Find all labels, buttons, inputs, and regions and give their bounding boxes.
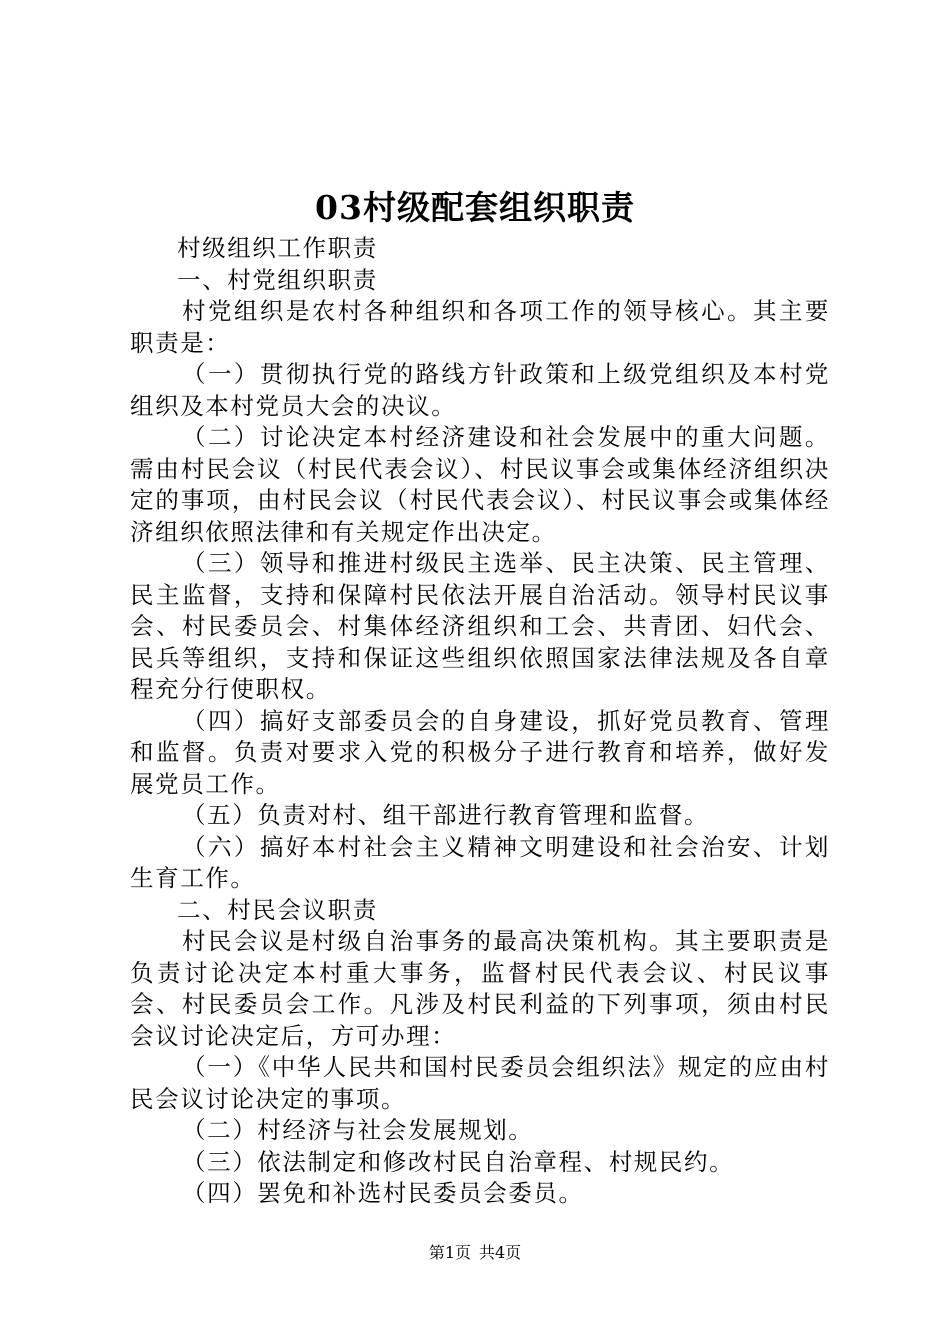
paragraph: （四）罢免和补选村民委员会委员。 bbox=[182, 1179, 584, 1207]
paragraph: （五）负责对村、组干部进行教育管理和监督。 bbox=[182, 801, 710, 829]
document-body bbox=[130, 233, 830, 1210]
paragraph: （一）贯彻执行党的路线方针政策和上级党组织及本村党组织及本村党员大会的决议。 bbox=[130, 360, 830, 420]
paragraph: 村党组织是农村各种组织和各项工作的领导核心。其主要职责是： bbox=[130, 297, 830, 357]
section-heading-party-duties: 一、村党组织职责 bbox=[177, 265, 378, 294]
paragraph: （六）搞好本村社会主义精神文明建设和社会治安、计划生育工作。 bbox=[130, 832, 830, 892]
paragraph: （三）领导和推进村级民主选举、民主决策、民主管理、民主监督，支持和保障村民依法开展自治活动。领导村民议事会、村民委员会、村集体经济组织和工会、共青团、妇代会、民兵等组织，支持和保证这些组织依照国家法律法规及各自章程充分行使职权。 bbox=[130, 549, 830, 703]
paragraph: （二）讨论决定本村经济建设和社会发展中的重大问题。需由村民会议（村民代表会议）、村民议事会或集体经济组织决定的事项，由村民会议（村民代表会议）、村民议事会或集体经济组织依照法律和有关规定作出决定。 bbox=[130, 423, 830, 546]
section-heading-villager-meeting: 二、村民会议职责 bbox=[177, 895, 378, 924]
paragraph: （四）搞好支部委员会的自身建设，抓好党员教育、管理和监督。负责对要求入党的积极分子进行教育和培养，做好发展党员工作。 bbox=[130, 706, 830, 798]
paragraph: （一）《中华人民共和国村民委员会组织法》规定的应由村民会议讨论决定的事项。 bbox=[130, 1053, 830, 1113]
section-heading-work-duties: 村级组织工作职责 bbox=[177, 234, 378, 262]
paragraph: （三）依法制定和修改村民自治章程、村规民约。 bbox=[182, 1147, 735, 1176]
paragraph: 村民会议是村级自治事务的最高决策机构。其主要职责是负责讨论决定本村重大事务，监督村民代表会议、村民议事会、村民委员会工作。凡涉及村民利益的下列事项，须由村民会议讨论决定后，方可办理： bbox=[130, 927, 830, 1050]
page-number: 第1页 bbox=[428, 1243, 471, 1262]
page-total: 共4页 bbox=[479, 1243, 522, 1262]
paragraph: （二）村经济与社会发展规划。 bbox=[182, 1116, 534, 1144]
document-title: 03村级配套组织职责 bbox=[315, 188, 635, 227]
page-footer bbox=[0, 1242, 950, 1264]
